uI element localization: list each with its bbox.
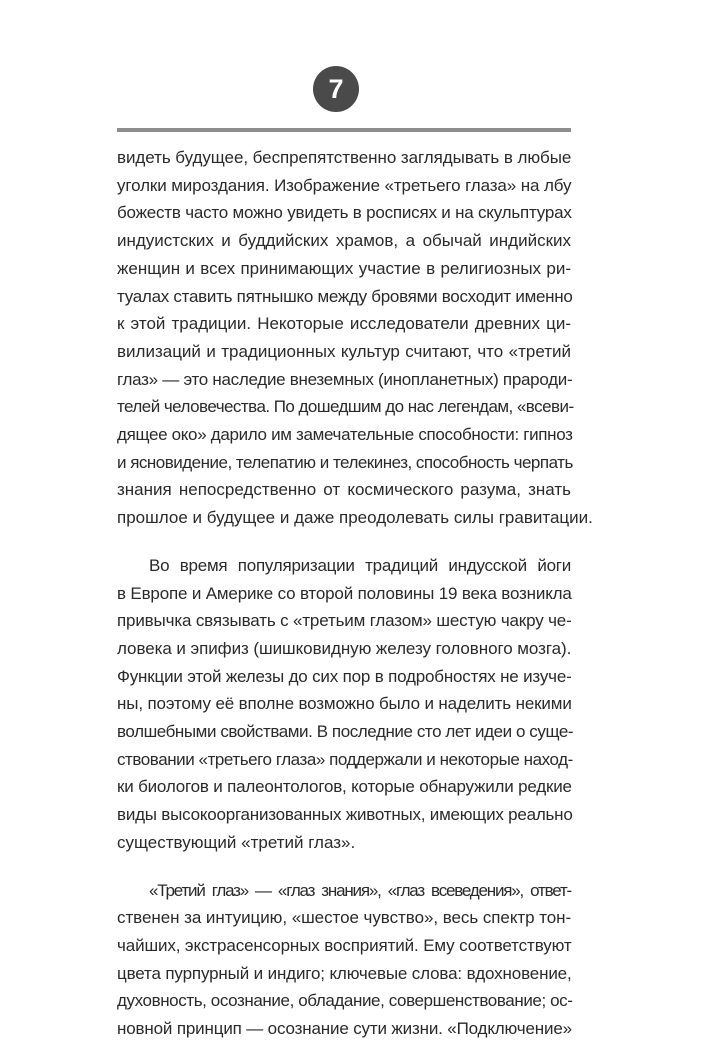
text-line: уголки мироздания. Изображение «третьего глаза» на лбу	[117, 175, 572, 195]
paragraph-1	[117, 144, 593, 532]
text-line: волшебными свойствами. В последние сто лет идеи о суще-	[117, 722, 574, 742]
text-line: ны, поэтому её вполне возможно было и наделить некими	[117, 694, 572, 714]
text-line: божеств часто можно увидеть в росписях и на скульптурах	[117, 203, 572, 223]
paragraph-3	[117, 877, 571, 1043]
body-text	[117, 144, 593, 1043]
text-line: привычка связывать с «третьим глазом» шестую чакру че-	[117, 611, 572, 631]
text-line: ствовании «третьего глаза» поддержали и некоторые наход-	[117, 749, 573, 769]
text-line: индуистских и буддийских храмов, а обычай индийских	[117, 231, 571, 251]
paragraph-2	[117, 552, 574, 857]
text-line: женщин и всех принимающих участие в религиозных ри-	[117, 258, 571, 278]
text-line: чайших, экстрасенсорных восприятий. Ему соответствуют	[117, 935, 572, 955]
text-line: вилизаций и традиционных культур считают, что «третий	[117, 341, 571, 361]
text-line: глаз» — это наследие внеземных (инопланетных) прароди-	[117, 369, 573, 389]
text-line: ственен за интуицию, «шестое чувство», весь спектр тон-	[117, 908, 572, 928]
text-line: Во время популяризации традиций индусской йоги	[149, 555, 571, 575]
text-line: дящее око» дарило им замечательные способности: гипноз	[117, 425, 573, 445]
text-line: видеть будущее, беспрепятственно заглядывать в любые	[117, 148, 572, 167]
text-line: телей человечества. По дошедшим до нас легендам, «всеви-	[117, 397, 574, 417]
text-line: «Третий глаз» — «глаз знания», «глаз всеведения», ответ-	[149, 880, 571, 900]
page-number-badge: 7	[313, 66, 359, 112]
text-line: в Европе и Америке со второй половины 19 века возникла	[117, 583, 572, 603]
text-line: ловека и эпифиз (шишковидную железу головного мозга).	[117, 638, 572, 658]
text-line: существующий «третий глаз».	[117, 832, 356, 852]
header-rule	[117, 128, 571, 132]
text-line: прошлое и будущее и даже преодолевать силы гравитации.	[117, 508, 593, 528]
text-line: новной принцип — осознание сути жизни. «Подключение»	[117, 1019, 572, 1039]
text-line: Функции этой железы до сих пор в подробностях не изуче-	[117, 666, 572, 686]
text-line: и ясновидение, телепатию и телекинез, способность черпать	[117, 452, 573, 472]
text-line: виды высокоорганизованных животных, имеющих реально	[117, 805, 573, 825]
text-line: духовность, осознание, обладание, совершенствование; ос-	[117, 991, 573, 1011]
text-line: к этой традиции. Некоторые исследователи древних ци-	[117, 314, 571, 334]
text-line: ки биологов и палеонтологов, которые обнаружили редкие	[117, 777, 572, 797]
text-line: цвета пурпурный и индиго; ключевые слова: вдохновение,	[117, 963, 572, 983]
text-line: знания непосредственно от космического разума, знать	[117, 480, 571, 500]
text-line: туалах ставить пятнышко между бровями восходит именно	[117, 286, 573, 306]
